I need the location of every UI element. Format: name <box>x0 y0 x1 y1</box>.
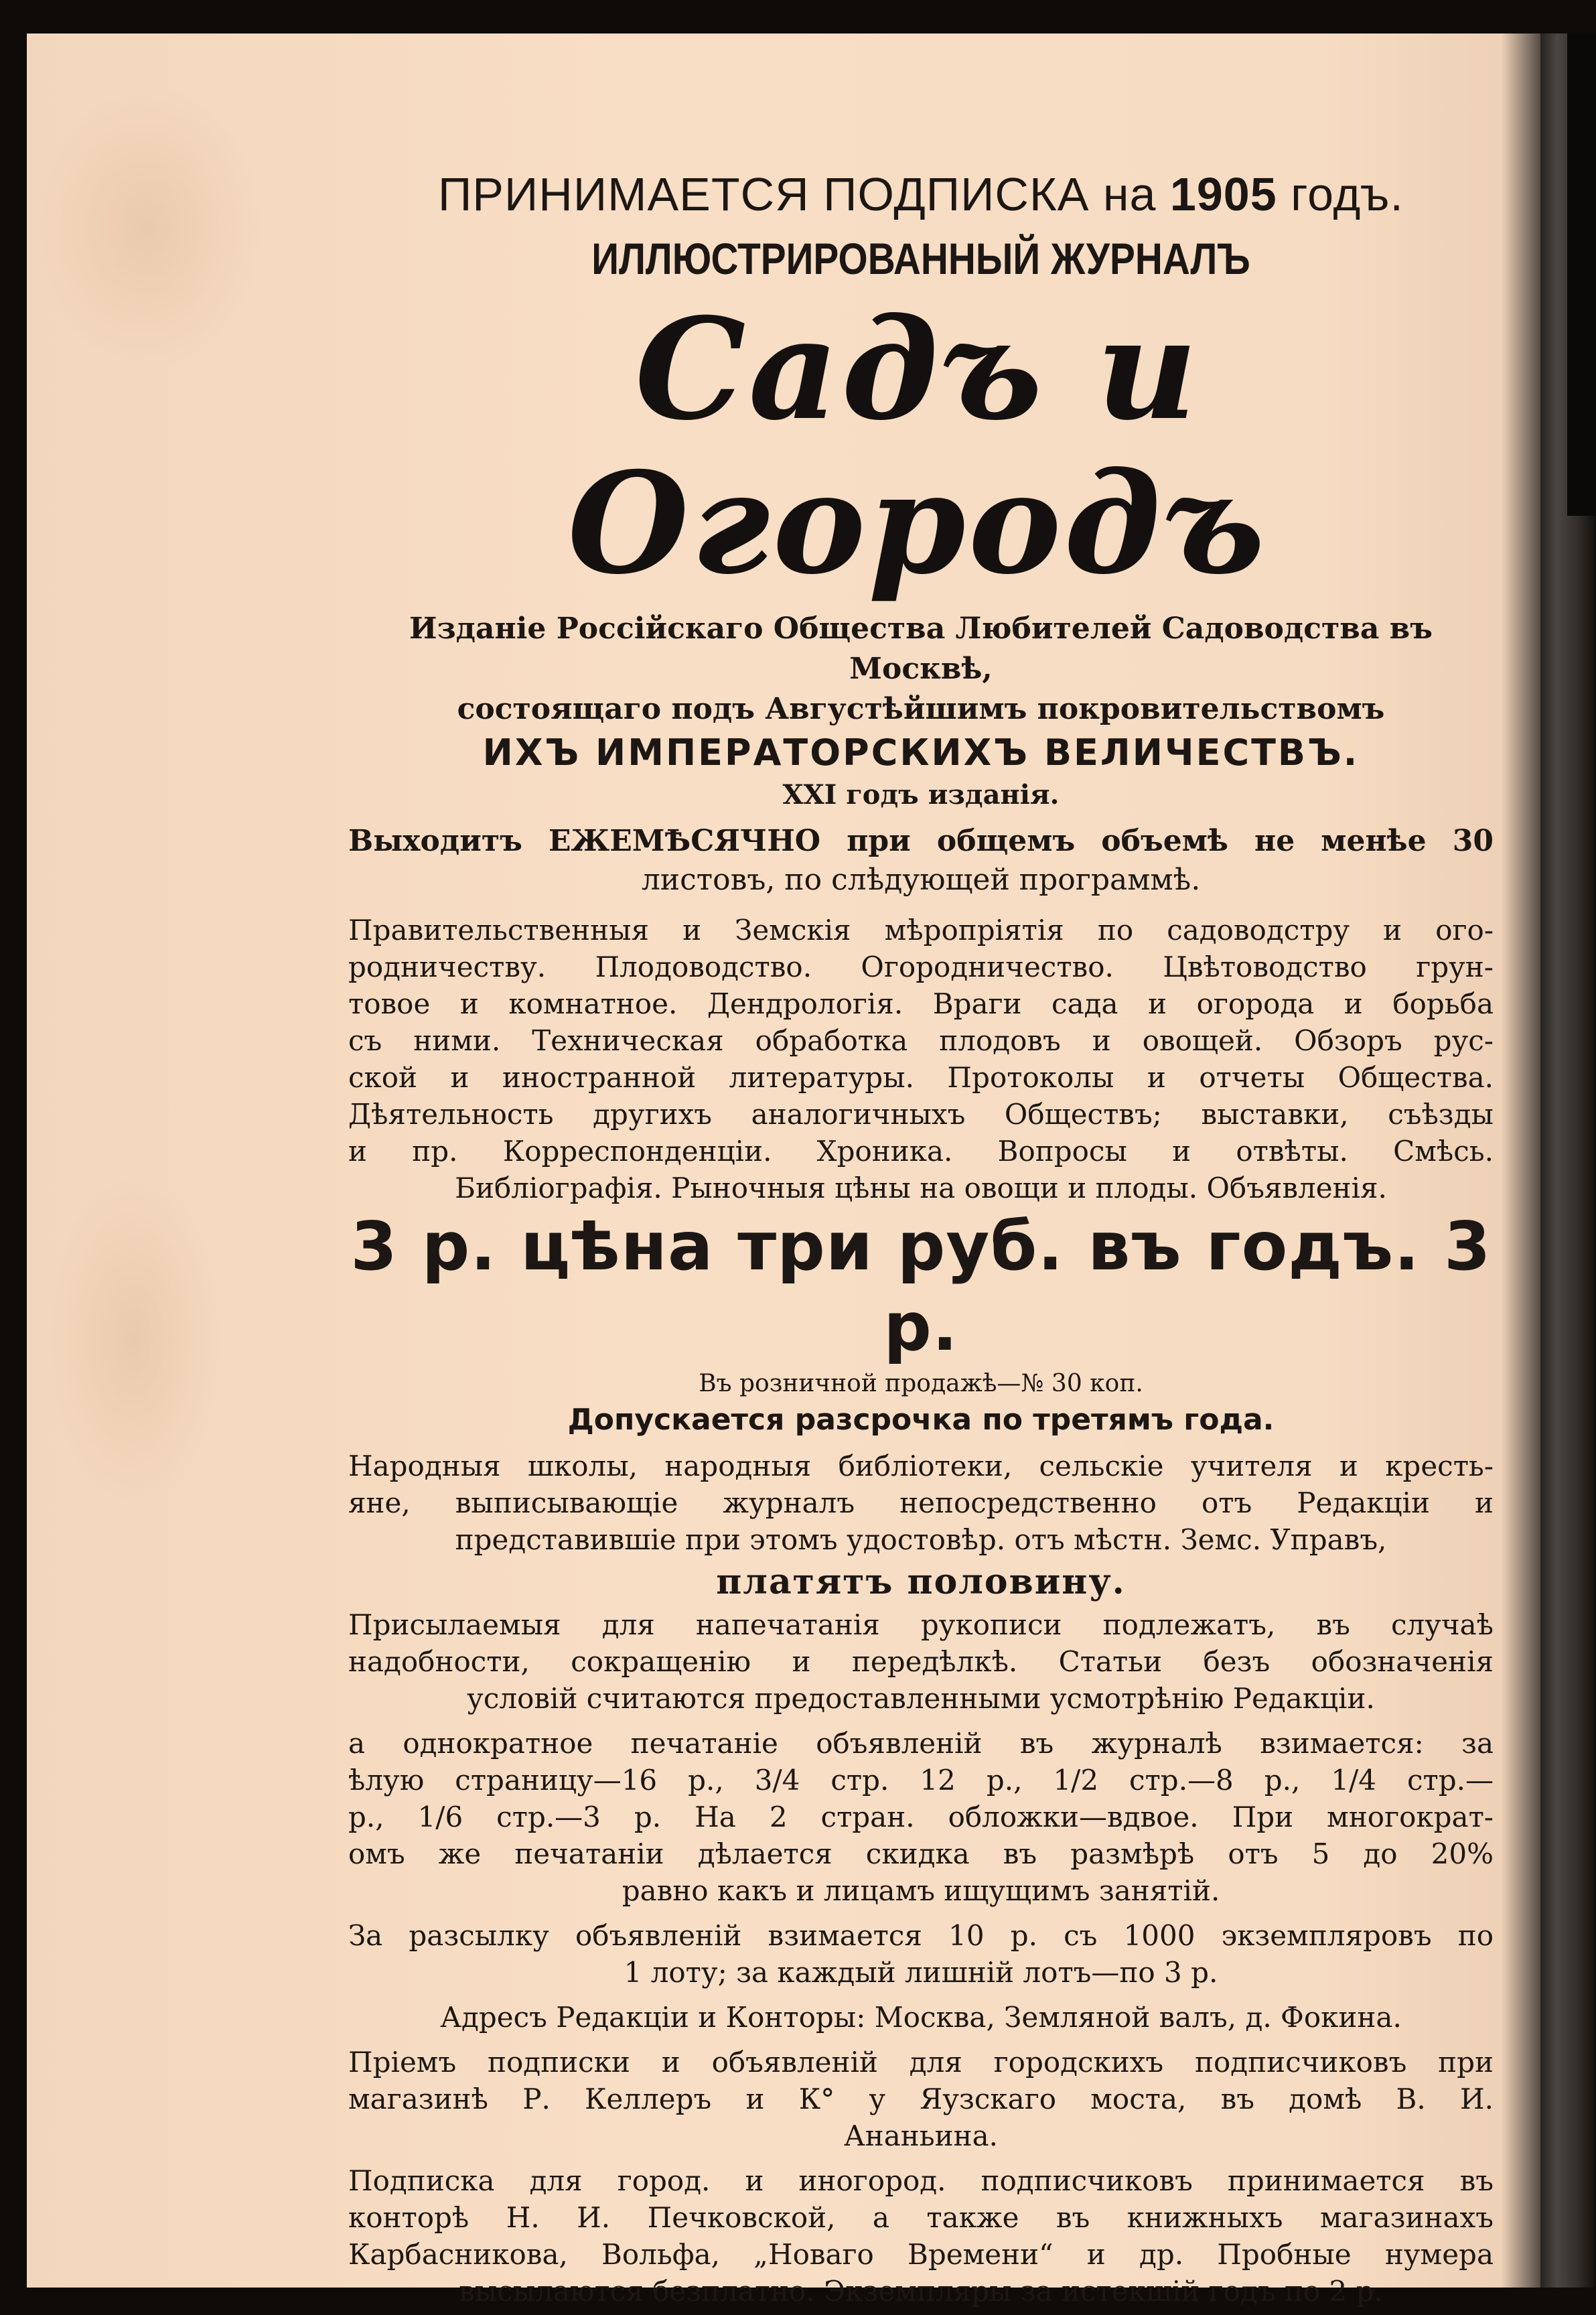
ads-line: а однократное печатаніе объявленій въ журналѣ взимается: за <box>348 1727 1494 1760</box>
reception-line: Ананьина. <box>843 2119 999 2152</box>
ads-line: ѣлую страницу—16 р., 3/4 стр. 12 р., 1/2 стр.—8 р., 1/4 стр.— <box>348 1764 1494 1797</box>
reception-block <box>348 2044 1494 2154</box>
paper-stain <box>33 87 261 368</box>
manuscripts-line: надобности, сокращенію и передѣлкѣ. Статьи безъ обозначенія <box>348 1645 1494 1678</box>
discount-block <box>348 1448 1494 1606</box>
advertisement <box>348 161 1494 2310</box>
subscription-line: высылаются безплатно. Экземпляры за истекшій годъ по 2 р. <box>459 2275 1383 2308</box>
heading-prefix: ПРИНИМАЕТСЯ ПОДПИСКА на <box>437 168 1157 220</box>
book-edge-shadow <box>1567 33 1596 516</box>
mailing-line: 1 лоту; за каждый лишній лотъ—по 3 р. <box>624 1956 1218 1989</box>
ads-line: равно какъ и лицамъ ищущимъ занятій. <box>622 1874 1220 1907</box>
installments-note: Допускается разсрочка по третямъ года. <box>567 1403 1275 1437</box>
journal-title: Садъ и Огородъ <box>567 288 1268 606</box>
subscription-line: конторѣ Н. И. Печковской, а также въ книжныхъ магазинахъ <box>348 2201 1494 2234</box>
mailing-block <box>348 1917 1494 1991</box>
subscription-line: Подписка для город. и иногород. подписчиковъ принимается въ <box>348 2164 1494 2197</box>
ads-line: р., 1/6 стр.—3 р. На 2 стран. обложки—вдвое. При многократ- <box>348 1801 1494 1833</box>
program-line: товое и комнатное. Дендрологія. Враги сада и огорода и борьба <box>348 987 1494 1020</box>
address-line: Адресъ Редакціи и Конторы: Москва, Земляной валъ, д. Фокина. <box>440 2001 1402 2034</box>
ads-block <box>348 1725 1494 1909</box>
program-line: Дѣятельность другихъ аналогичныхъ Обществъ; выставки, съѣзды <box>348 1098 1494 1131</box>
manuscripts-line: условій считаются предоставленными усмотрѣнію Редакціи. <box>467 1682 1375 1715</box>
program-line: Правительственныя и Земскія мѣропріятія по садоводстру и ого- <box>348 914 1494 946</box>
program-line: съ ними. Техническая обработка плодовъ и овощей. Обзоръ рус- <box>348 1024 1494 1057</box>
ads-line: омъ же печатаніи дѣлается скидка въ размѣрѣ отъ 5 до 20% <box>348 1837 1494 1870</box>
program-line: и пр. Корреспонденціи. Хроника. Вопросы и отвѣты. Смѣсь. <box>348 1135 1494 1168</box>
manuscripts-block <box>348 1606 1494 1717</box>
discount-line: представившіе при этомъ удостовѣр. отъ мѣстн. Земс. Управъ, <box>455 1523 1387 1556</box>
publisher-block <box>348 609 1494 814</box>
patrons-line: ИХЪ ИМПЕРАТОРСКИХЪ ВЕЛИЧЕСТВЪ. <box>482 731 1360 774</box>
publisher-line: состоящаго подъ Августѣйшимъ покровительствомъ <box>457 692 1385 726</box>
subscription-line: Карбасникова, Вольфа, „Новаго Времени“ и др. Пробные нумера <box>348 2238 1494 2271</box>
mailing-line: За разсылку объявленій взимается 10 р. съ 1000 экземпляровъ по <box>348 1919 1494 1952</box>
subscription-block <box>348 2162 1494 2310</box>
frequency-line: Выходитъ ЕЖЕМѢСЯЧНО при общемъ объемѣ не менѣе 30 <box>348 824 1494 858</box>
reception-line: магазинѣ Р. Келлеръ и К° у Яузскаго моста, въ домѣ В. И. <box>348 2083 1494 2115</box>
journal-type: ИЛЛЮСТРИРОВАННЫЙ ЖУРНАЛЪ <box>591 234 1250 283</box>
program-block <box>348 912 1494 1206</box>
year-of-issue: XXI годъ изданія. <box>782 779 1060 811</box>
subscription-heading <box>348 161 1494 228</box>
program-line: Библіографія. Рыночныя цѣны на овощи и плоды. Объявленія. <box>455 1172 1387 1204</box>
paper-stain <box>47 1172 221 1507</box>
frequency-line: листовъ, по слѣдующей программѣ. <box>641 863 1201 897</box>
reception-line: Пріемъ подписки и объявленій для городскихъ подписчиковъ при <box>348 2046 1494 2079</box>
publisher-line: Изданіе Россійскаго Общества Любителей Садоводства въ Москвѣ, <box>409 612 1433 686</box>
discount-line: Народныя школы, народныя библіотеки, сельскіе учителя и кресть- <box>348 1450 1494 1482</box>
discount-emphasis: платятъ половину. <box>716 1561 1126 1602</box>
heading-year: 1905 <box>1169 168 1277 220</box>
frequency-block <box>348 822 1494 900</box>
retail-price: Въ розничной продажѣ—№ 30 коп. <box>699 1370 1143 1397</box>
heading-suffix: годъ. <box>1291 168 1404 220</box>
manuscripts-line: Присылаемыя для напечатанія рукописи подлежатъ, въ случаѣ <box>348 1608 1494 1641</box>
price-line: 3 р. цѣна три руб. въ годъ. 3 р. <box>350 1207 1492 1366</box>
program-line: ской и иностранной литературы. Протоколы и отчеты Общества. <box>348 1061 1494 1094</box>
discount-line: яне, выписывающіе журналъ непосредственно отъ Редакціи и <box>348 1486 1494 1519</box>
program-line: родничеству. Плодоводство. Огородничество. Цвѣтоводство грун- <box>348 951 1494 983</box>
